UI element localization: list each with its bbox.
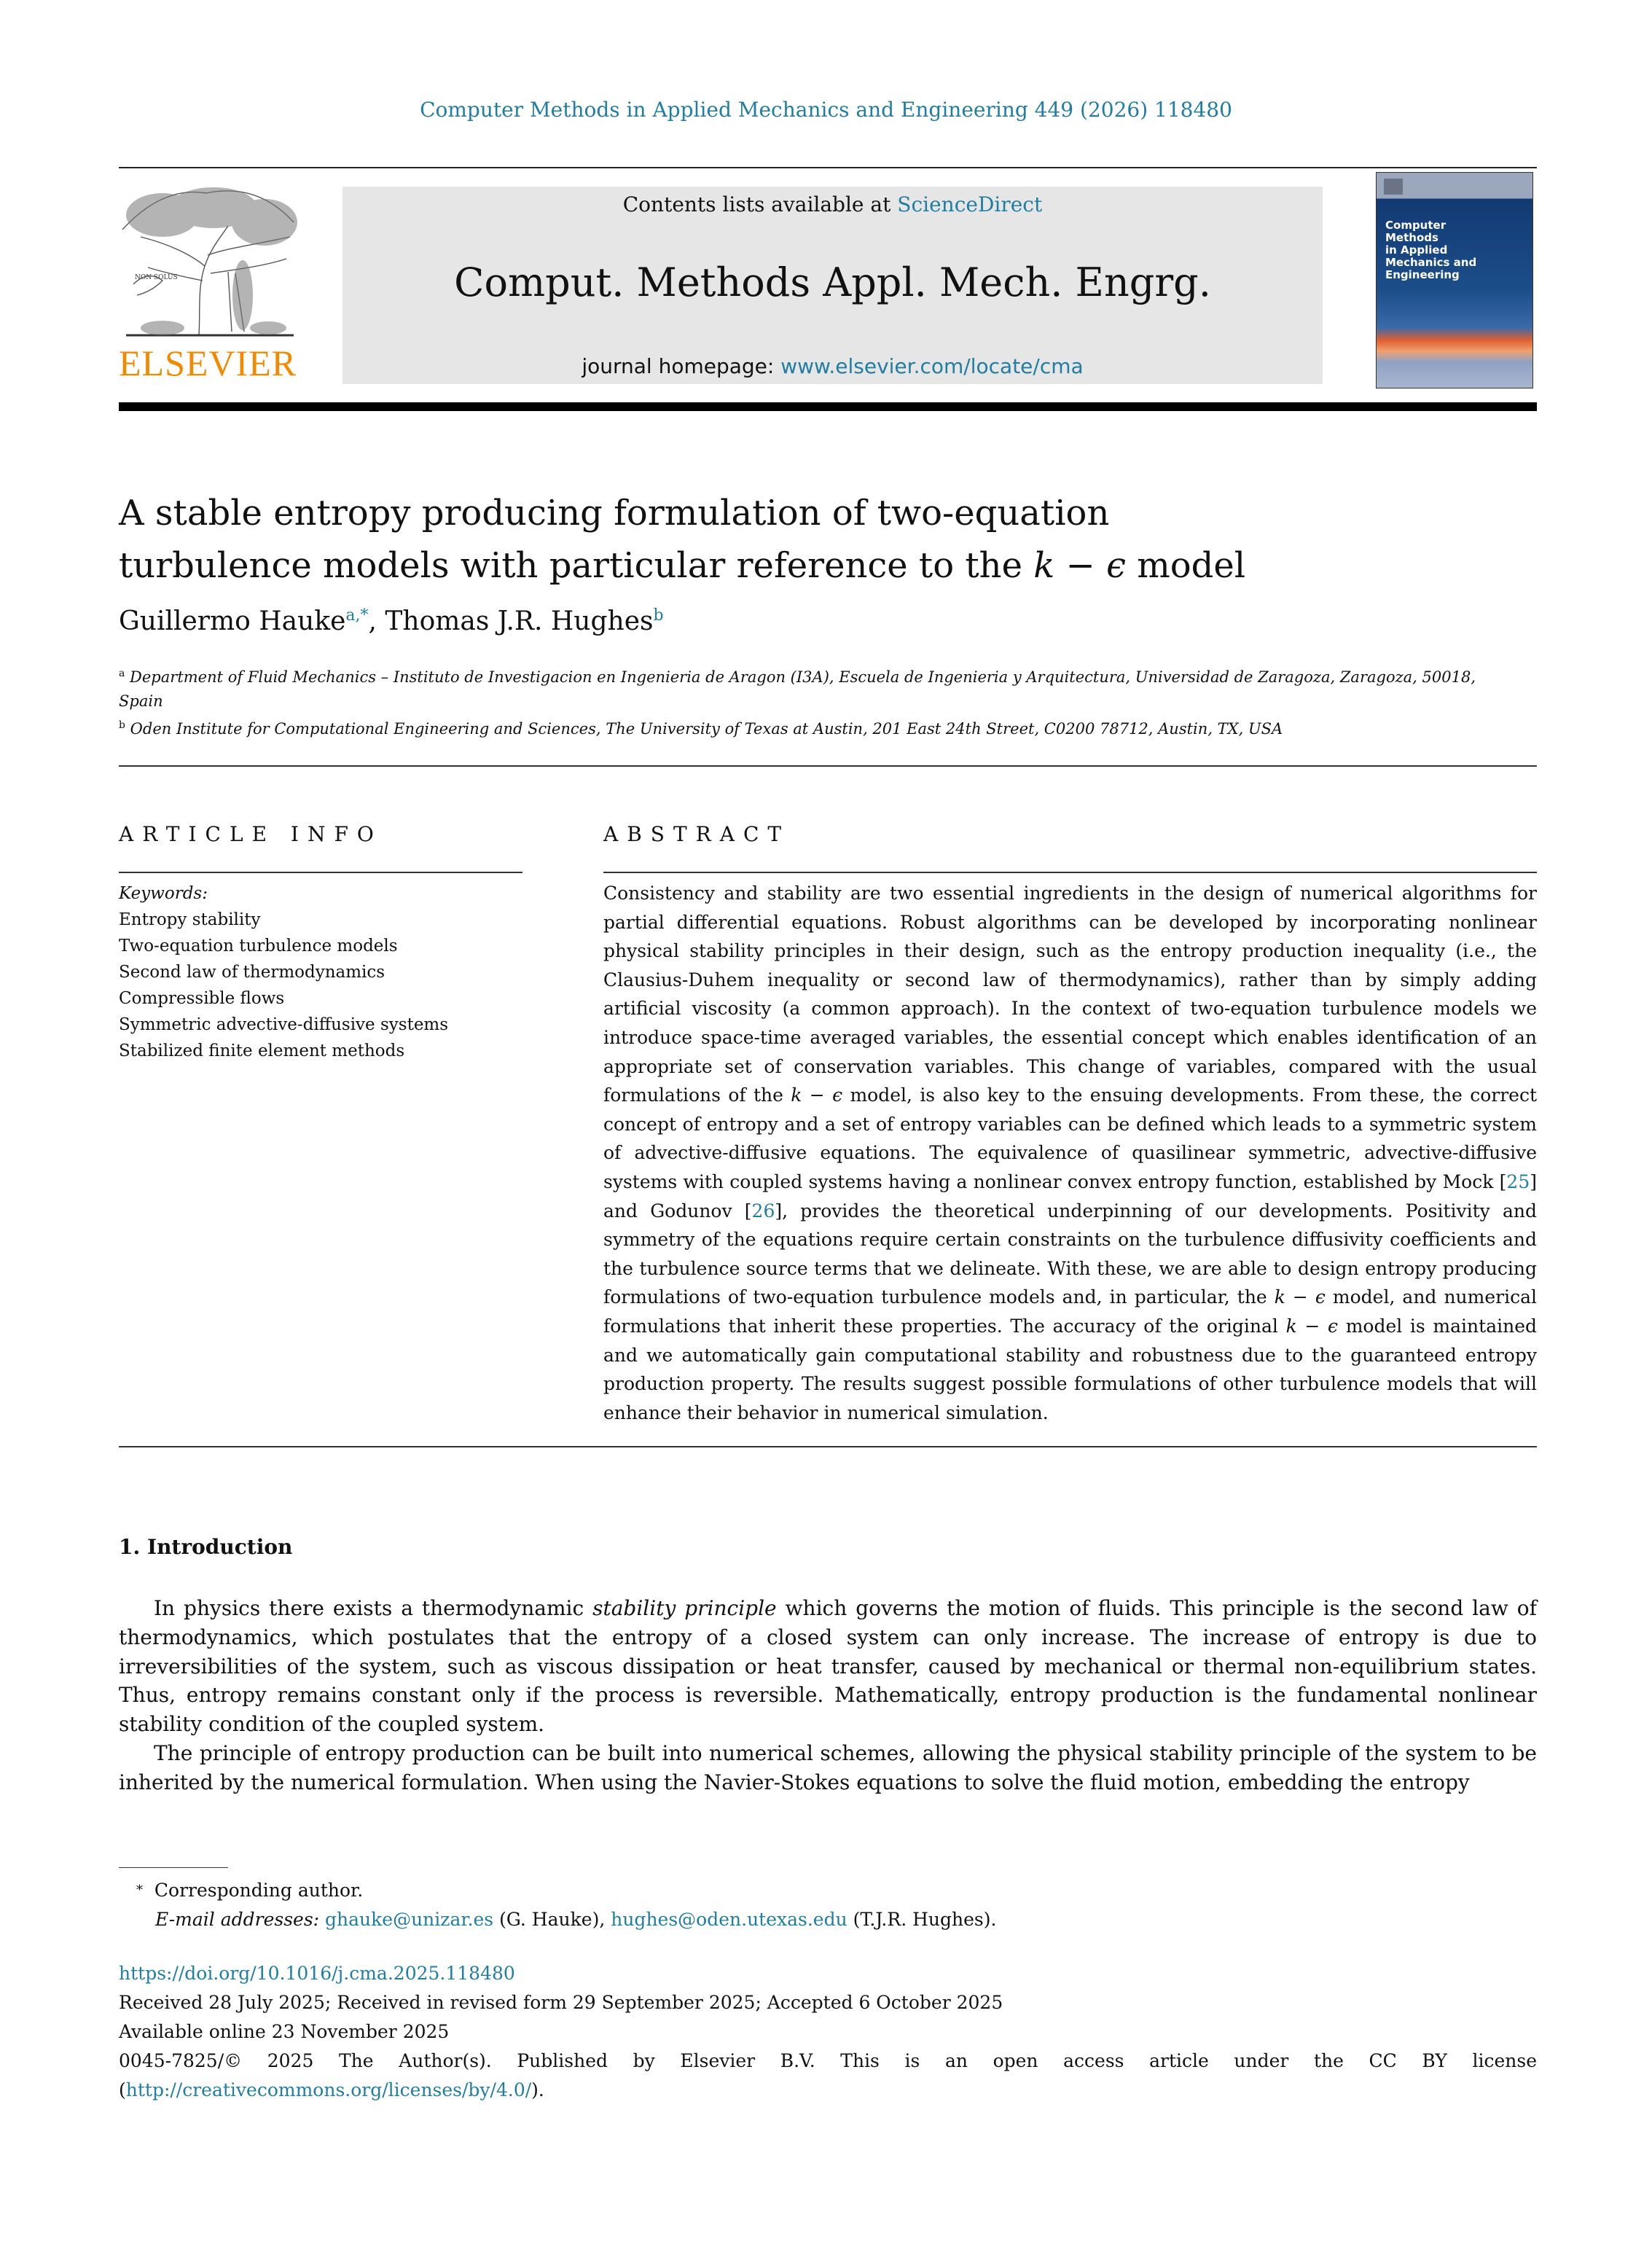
keywords-list: [119, 880, 448, 1064]
section-rule: [119, 765, 1537, 767]
author-list: Guillermo Hauke$^{a,*}$, Thomas J.R. Hughes$^b$: [119, 606, 664, 636]
email-link-hughes[interactable]: hughes@oden.utexas.edu: [611, 1909, 847, 1930]
affiliations: [119, 662, 1503, 741]
homepage-link[interactable]: www.elsevier.com/locate/cma: [780, 354, 1084, 378]
journal-homepage: journal homepage: www.elsevier.com/locate/cma: [582, 354, 1084, 378]
keyword-item: Compressible flows: [119, 989, 285, 1008]
keyword-item: Stabilized finite element methods: [119, 1041, 405, 1060]
author-affiliation-mark[interactable]: b: [653, 606, 664, 625]
elsevier-logo[interactable]: [119, 186, 302, 386]
svg-text:NON SOLUS: NON SOLUS: [135, 274, 178, 281]
keyword-item: Second law of thermodynamics: [119, 963, 385, 982]
article-title: A stable entropy producing formulation of two-equation turbulence models with particular reference to the k − ϵ model: [119, 493, 1246, 586]
doi-link[interactable]: https://doi.org/10.1016/j.cma.2025.118480: [119, 1963, 515, 1984]
cover-logo-icon: [1384, 179, 1403, 195]
sciencedirect-link[interactable]: ScienceDirect: [897, 192, 1043, 216]
header-thick-rule: [119, 402, 1537, 411]
article-info-rule: [119, 872, 522, 873]
affiliation-a: $^a$ Department of Fluid Mechanics – Instituto de Investigacion en Ingenieria de Aragon (I3A), Escuela de Ingenieria y Arquitectura, Universidad de Zaragoza, Zaragoza, 50018, Spain: [119, 668, 1476, 710]
abstract-rule: [603, 872, 1537, 873]
license-statement: 0045-7825/© 2025 The Author(s). Published by Elsevier B.V. This is an open access article under the CC BY license: [119, 2050, 1537, 2071]
author-name: Guillermo Hauke: [119, 606, 346, 636]
journal-banner: [342, 187, 1323, 384]
elsevier-tree-icon: [119, 186, 298, 339]
email-link-hauke[interactable]: ghauke@unizar.es: [325, 1909, 494, 1930]
license-link[interactable]: http://creativecommons.org/licenses/by/4.0/: [125, 2079, 532, 2100]
publication-info: https://doi.org/10.1016/j.cma.2025.118480 Received 28 July 2025; Received in revised form 29 September 2025; Accepted 6 October 2025 Available online 23 November 2025 0045-7825/© 2025 The Author(s). Published by Elsevier B.V. This is an open access article under the CC BY license (http://creativecommons.org/licenses/by/4.0/).: [119, 1963, 1537, 2100]
article-info-heading: ARTICLE INFO: [119, 822, 383, 846]
reference-link[interactable]: 26: [751, 1200, 775, 1222]
introduction-body: [119, 1594, 1537, 1797]
author-affiliation-mark[interactable]: a,*: [345, 606, 369, 625]
paragraph: The principle of entropy production can be built into numerical schemes, allowing the physical stability principle of the system to be inherited by the numerical formulation. When using the Navier-Stokes equations to solve the fluid motion, embedding the entropy: [119, 1740, 1537, 1794]
abstract-end-rule: [119, 1446, 1537, 1447]
keywords-label: Keywords:: [119, 884, 208, 903]
section-heading-introduction: 1. Introduction: [119, 1535, 293, 1559]
header-rule: [119, 167, 1537, 168]
journal-title: Comput. Methods Appl. Mech. Engrg.: [454, 259, 1211, 305]
reference-link[interactable]: 25: [1506, 1171, 1530, 1192]
cover-title: Computer Methods in Applied Mechanics and Engineering: [1385, 219, 1477, 281]
paragraph: In physics there exists a thermodynamic stability principle which governs the motion of fluids. This principle is the second law of thermodynamics, which postulates that the entropy of a closed system can only increase. The increase of entropy is due to irreversibilities of the system, such as viscous dissipation or heat transfer, caused by mechanical or thermal non-equilibrium states. Thus, entropy remains constant only if the process is reversible. Mathematically, entropy production is the fundamental nonlinear stability condition of the coupled system.: [119, 1596, 1537, 1737]
article-history: Received 28 July 2025; Received in revised form 29 September 2025; Accepted 6 October 2025: [119, 1992, 1003, 2013]
journal-cover-image[interactable]: [1376, 172, 1533, 388]
contents-line: Contents lists available at ScienceDirect: [622, 192, 1043, 216]
available-online: Available online 23 November 2025: [119, 2021, 450, 2042]
keyword-item: Entropy stability: [119, 910, 261, 929]
math-k-epsilon: k − ϵ: [1033, 545, 1126, 586]
footnote-rule: [119, 1867, 228, 1868]
running-head[interactable]: Computer Methods in Applied Mechanics and Engineering 449 (2026) 118480: [420, 98, 1232, 122]
abstract-heading: ABSTRACT: [603, 822, 791, 846]
keyword-item: Symmetric advective-diffusive systems: [119, 1015, 449, 1034]
abstract-text: Consistency and stability are two essential ingredients in the design of numerical algorithms for partial differential equations. Robust algorithms can be developed by incorporating nonlinear physical stability principles in their design, such as the entropy production inequality (i.e., the Clausius-Duhem inequality or second law of thermodynamics), rather than by simply adding artificial viscosity (a common approach). In the context of two-equation turbulence models we introduce space-time averaged variables, the essential concept which enables identification of an appropriate set of conservation variables. This change of variables, compared with the usual formulations of the k − ϵ model, is also key to the ensuing developments. From these, the correct concept of entropy and a set of entropy variables can be defined which leads to a symmetric system of advective-diffusive equations. The equivalence of quasilinear symmetric, advective-diffusive systems with coupled systems having a nonlinear convex entropy function, established by Mock [25] and Godunov [26], provides the theoretical underpinning of our developments. Positivity and symmetry of the equations require certain constraints on the turbulence diffusivity coefficients and the turbulence source terms that we delineate. With these, we are able to design entropy producing formulations of two-equation turbulence models and, in particular, the k − ϵ model, and numerical formulations that inherit these properties. The accuracy of the original k − ϵ model is maintained and we automatically gain computational stability and robustness due to the guaranteed entropy production property. The results suggest possible formulations of other turbulence models that will enhance their behavior in numerical simulation.: [603, 883, 1537, 1423]
keyword-item: Two-equation turbulence models: [119, 937, 398, 955]
affiliation-b: $^b$ Oden Institute for Computational Engineering and Sciences, The University of Texas at Austin, 201 East 24th Street, C0200 78712, Austin, TX, USA: [119, 719, 1283, 738]
elsevier-wordmark: ELSEVIER: [119, 343, 297, 383]
footnotes: * Corresponding author. E-mail addresses: ghauke@unizar.es (G. Hauke), hughes@oden.utexas.edu (T.J.R. Hughes).: [136, 1880, 997, 1930]
author-name: Thomas J.R. Hughes: [385, 606, 654, 636]
